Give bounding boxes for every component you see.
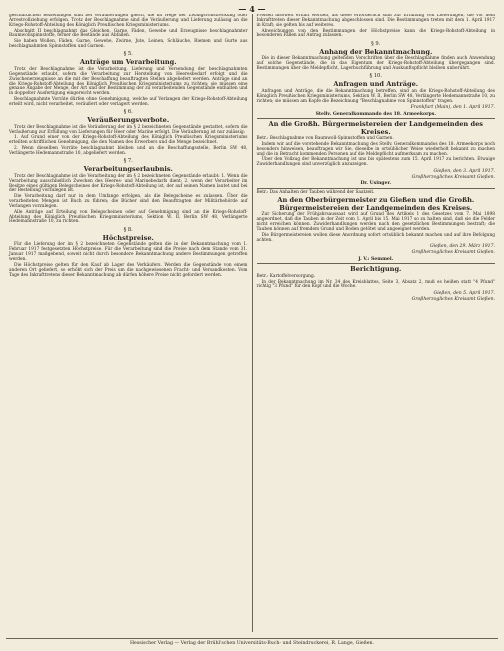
two-column-body: [6, 14, 498, 632]
signature-place-date: Frankfurt (Main), den 1. April 1917.: [410, 105, 495, 111]
signature-name: Dr. Usinger.: [360, 181, 392, 187]
paragraph: Trotz der Beschlagnahme ist die Verarbeitung, Lieferung und Versendung der beschlagnahmten Gegenstände erlaubt, sofern die Verarbeitung zur Herstellung von Heeresbedarf erfolgt und die Zwischenerzeugnisse an die mit der Beschaffung beauftragten Stellen abgeliefert werden. Anträge sind an die Kriegs-Rohstoff-Abteilung des Königlich Preußischen Kriegsministeriums zu richten; sie müssen eine genaue Angabe der Menge, der Art und der Bestimmung der zu verarbeitenden Gegenstände enthalten und in doppelter Ausfertigung eingereicht werden.: [9, 66, 248, 97]
signature-name: J. V.: Semmel.: [358, 256, 394, 262]
paragraph: Die Bürgermeistereien wollen diese Anordnung sofort ortsüblich bekannt machen und auf ihre Befolgung achten.: [256, 232, 495, 243]
paragraph: Beschlagnahmte Vorräte dürfen ohne Genehmigung, welche auf Verlangen der Kriegs-Rohstoff-Abteilung erteilt wird, nicht verarbeitet, veräußert oder verlagert werden.: [9, 97, 248, 107]
section-number: § 9.: [371, 40, 381, 47]
section-number: § 7.: [123, 158, 133, 165]
notice-subject: Betr.: Kartoffelversorgung.: [256, 273, 316, 279]
signature-office: Großherzogliches Kreisamt Gießen.: [411, 297, 495, 303]
notice-subject: Betr.: Beschlagnahme von Baumwoll-Spinnstoffen und Garnen.: [256, 136, 394, 142]
page-number: — 4 —: [238, 4, 266, 14]
paragraph: Preisen insoweit erfüllt werden, als diese erforderlich sind zur Erfüllung von Lieferungen, die vor dem Inkrafttreten dieser Bekanntmachung abgeschlossen sind. Die Bestimmungen treten mit dem 1. April 1917 in Kraft; sie gelten bis auf weiteres.: [256, 14, 495, 28]
section-number: § 8.: [123, 226, 133, 233]
paragraph: 2. Wenn dieselben Vorräte beschlagnahmt bleiben und an die Beschaffungsstelle, Berlin SW 48, Verlängerte Hedemannstraße 10, abgeliefert werden.: [9, 146, 248, 156]
left-column: [6, 14, 251, 632]
paragraph: Die Höchstpreise gelten für den Kauf ab Lager des Verkäufers. Werden die Gegenstände von einem anderen Ort geliefert, so erhöht sich der Preis um die nachgewiesenen Fracht- und Versandkosten. Vom Tage des Inkrafttretens dieser Bekanntmachung ab dürfen höhere Preise nicht gefordert werden.: [9, 262, 248, 278]
section-rule: [257, 188, 496, 189]
section-heading: Anhang der Bekanntmachung.: [319, 47, 433, 56]
paragraph: Indem wir auf die vorstehende Bekanntmachung des Stellv. Generalkommandos des 18. Armeekorps noch besonders hinweisen, beauftragen wir Sie, dieselbe in ortsüblicher Weise wiederholt bekannt zu machen und die in Betracht kommenden Personen auf die Meldepflicht aufmerksam zu machen.: [256, 141, 495, 157]
paragraph: Anfragen und Anträge, die die Bekanntmachung betreffen, sind an die Kriegs-Rohstoff-Abteilung des Königlich Preußischen Kriegsministeriums, Sektion W. II, Berlin SW 48, Verlängerte Hedemannstraße 10, zu richten; sie müssen am Kopfe die Bezeichnung "Beschlagnahme von Spinnstoffen" tragen.: [256, 88, 495, 104]
section-rule: [257, 118, 496, 119]
printer-footer: Hessischer Verlag — Verlag der Brühl'schen Universitäts-Buch- und Steindruckerei, R. Lange, Gießen.: [6, 638, 498, 648]
section-heading: Veräußerungsverbote.: [87, 116, 170, 125]
paragraph: Für die Lieferung der im § 2 bezeichneten Gegenstände gelten die in der Bekanntmachung vom 1. Februar 1917 festgesetzten Höchstpreise. Für die Verarbeitung sind die Preise nach dem Stande vom 31. Januar 1917 maßgebend, soweit nicht durch besondere Bekanntmachung andere Bestimmungen getroffen werden.: [9, 242, 248, 263]
notice-title: Berichtigung.: [350, 265, 402, 274]
paragraph: geschäftlichen Beziehungen sind bei Veräußerungen gleich, die im Wege der Zwangsvollstreckung oder Arrestvollziehung erfolgen. Trotz der Beschlagnahme sind die Veräußerung und Lieferung zulässig an die Kriegs-Rohstoff-Abteilung des Königlich Preußischen Kriegsministeriums.: [9, 14, 248, 28]
section-heading: Anfragen und Anträge.: [333, 80, 419, 89]
notice-title: An die Großh. Bürgermeistereien der Landgemeinden des Kreises.: [268, 120, 483, 136]
paragraph: Alle Anträge auf Erteilung von Belegscheinen oder auf Genehmigung sind an die Kriegs-Rohstoff-Abteilung des Königlich Preußischen Kriegsministeriums, Sektion W. II, Berlin SW 48, Verlängerte Hedemannstraße 10, zu richten.: [9, 209, 248, 225]
paragraph: Die Verarbeitung darf nur in dem Umfange erfolgen, als die Belegscheine es zulassen. Über die verarbeiteten Mengen ist Buch zu führen; die Bücher sind den Beauftragten der Militärbehörde auf Verlangen vorzulegen.: [9, 194, 248, 209]
paragraph: Trotz der Beschlagnahme ist die Verarbeitung der im § 2 bezeichneten Gegenstände erlaubt: 1. Wenn die Verarbeitung ausschließlich Zwecken des Heeres- und Marinebedarfs dient; 2. wenn der Verarbeiter im Besitze eines gültigen Belegscheines der Kriegs-Rohstoff-Abteilung ist, der auf seinen Namen lautet und bei der Bestellung vorzulegen ist.: [9, 173, 248, 194]
paragraph: In der Bekanntmachung im Nr. 34 des Kreisblattes, Seite 3, Absatz 2, muß es heißen statt "4 Pfund" richtig "3 Pfund" für den Kopf und die Woche.: [256, 279, 495, 290]
right-column: [254, 14, 499, 632]
paragraph: 1. Auf Grund einer von der Kriegs-Rohstoff-Abteilung des Königlich Preußischen Kriegsministeriums erteilten schriftlichen Genehmigung, die den Namen des Erwerbers und die Menge bezeichnet.: [9, 135, 248, 146]
section-number: § 6.: [123, 109, 133, 116]
signature-authority: Stellv. Generalkommando des 18. Armeekorps.: [315, 111, 436, 117]
column-divider: [252, 14, 253, 632]
section-heading: Verarbeitungserlaubnis.: [83, 165, 173, 174]
paragraph: Zur Sicherung der Frühjahrsaussaat wird auf Grund des Artikels 1 des Gesetzes vom 7. Mai 1898 angeordnet, daß die Tauben in der Zeit vom 1. April bis 15. Mai 1917 so zu halten sind, daß sie die Felder nicht erreichen können. Zuwiderhandlungen werden nach den gesetzlichen Bestimmungen bestraft; die Tauben können auf fremdem Grund und Boden getötet und angeeignet werden.: [256, 212, 495, 232]
paragraph: Über den Vollzug der Bekanntmachung ist uns bis spätestens zum 15. April 1917 zu berichten. Etwaige Zuwiderhandlungen sind unverzüglich anzuzeigen.: [256, 157, 495, 168]
paragraph: Trotz der Beschlagnahme ist die Veräußerung der im § 2 bezeichneten Gegenstände gestattet, sofern die Veräußerung zur Erfüllung von Lieferungen für Heer oder Marine erfolgt. Die Veräußerung ist nur zulässig:: [9, 124, 248, 135]
section-rule: [257, 263, 496, 264]
signature-place-date: Gießen, den 3. April 1917.: [433, 168, 495, 174]
signature-place-date: Gießen, den 29. März 1917.: [429, 244, 495, 250]
paragraph: Abschnitt II beschlagnahmt das Gleichen, Garne, Fäden, Gewebe und Erzeugnisse beschlagnahmter Baumwollspinnstoffe, ferner die Bestände aus Abfallen.: [9, 28, 248, 39]
section-number: § 10.: [369, 73, 382, 80]
notice-title: An den Oberbürgermeister zu Gießen und die Großh. Bürgermeistereien der Landgemeinden des Kreises.: [277, 196, 475, 212]
signature-office: Großherzogliches Kreisamt Gießen.: [411, 250, 495, 256]
signature-office: Großherzogliches Kreisamt Gießen.: [411, 175, 495, 181]
notice-subject: Betr.: Das Anhalten der Tauben während der Saatzeit.: [256, 189, 375, 195]
section-number: § 5.: [123, 51, 133, 58]
section-heading: Höchstpreise.: [102, 233, 154, 242]
paragraph: Abweichungen von den Bestimmungen der Höchstpreise kann die Kriegs-Rohstoff-Abteilung in besonderen Fällen auf Antrag zulassen.: [256, 28, 495, 39]
section-heading: Anträge um Verarbeitung.: [79, 58, 177, 67]
paragraph: Die in dieser Bekanntmachung geltenden Vorschriften über die Beschlagnahme finden auch Anwendung auf solche Gegenstände, die in das Eigentum der Kriegs-Rohstoff-Abteilung übergegangen sind. Bestimmungen über die Meldepflicht, Lagerbuchführung und Auskunftspflicht bleiben unberührt.: [256, 56, 495, 72]
signature-place-date: Gießen, den 5. April 1917.: [433, 291, 495, 297]
paragraph: Sie haben Wollen, Fäden, Garne, Gewebe, Zwirne, Jute, Leinen, Schläuche, Riemen und Gurte aus beschlagnahmten Spinnstoffen und Garnen.: [9, 39, 248, 50]
